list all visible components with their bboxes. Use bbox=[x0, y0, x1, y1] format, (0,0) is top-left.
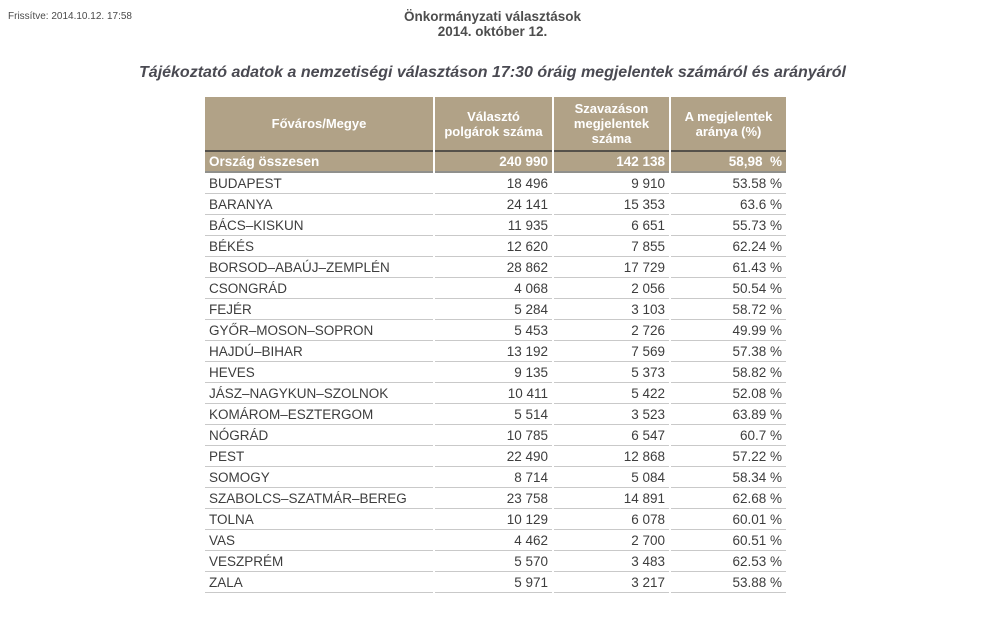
county-name-cell: NÓGRÁD bbox=[205, 425, 433, 446]
voters-count-cell: 12 620 bbox=[435, 236, 552, 257]
turnout-count-cell: 3 217 bbox=[554, 572, 669, 593]
table-row bbox=[205, 425, 786, 446]
turnout-count-cell: 5 422 bbox=[554, 383, 669, 404]
table-row bbox=[205, 257, 786, 278]
county-name-cell: FEJÉR bbox=[205, 299, 433, 320]
voters-count-cell: 4 462 bbox=[435, 530, 552, 551]
turnout-count-cell: 3 103 bbox=[554, 299, 669, 320]
county-name-cell: BÉKÉS bbox=[205, 236, 433, 257]
table-row bbox=[205, 362, 786, 383]
voters-count-cell: 23 758 bbox=[435, 488, 552, 509]
table-body bbox=[205, 150, 786, 593]
turnout-percent-cell: 61.43 % bbox=[671, 257, 786, 278]
county-name-cell: GYŐR–MOSON–SOPRON bbox=[205, 320, 433, 341]
election-date: 2014. október 12. bbox=[437, 24, 548, 39]
turnout-count-cell: 6 651 bbox=[554, 215, 669, 236]
total-name-cell: Ország összesen bbox=[205, 150, 433, 173]
county-name-cell: CSONGRÁD bbox=[205, 278, 433, 299]
county-name-cell: BORSOD–ABAÚJ–ZEMPLÉN bbox=[205, 257, 433, 278]
turnout-count-cell: 12 868 bbox=[554, 446, 669, 467]
turnout-count-cell: 7 569 bbox=[554, 341, 669, 362]
table-row bbox=[205, 215, 786, 236]
county-name-cell: TOLNA bbox=[205, 509, 433, 530]
turnout-percent-cell: 63.6 % bbox=[671, 194, 786, 215]
turnout-count-cell: 14 891 bbox=[554, 488, 669, 509]
column-header-turnout: Szavazáson megjelentek száma bbox=[554, 97, 669, 150]
table-row bbox=[205, 467, 786, 488]
turnout-count-cell: 3 483 bbox=[554, 551, 669, 572]
turnout-percent-cell: 52.08 % bbox=[671, 383, 786, 404]
table-row bbox=[205, 236, 786, 257]
county-name-cell: SZABOLCS–SZATMÁR–BEREG bbox=[205, 488, 433, 509]
county-name-cell: BÁCS–KISKUN bbox=[205, 215, 433, 236]
table-row bbox=[205, 278, 786, 299]
column-header-region: Főváros/Megye bbox=[205, 97, 433, 150]
county-name-cell: VESZPRÉM bbox=[205, 551, 433, 572]
table-row bbox=[205, 383, 786, 404]
turnout-percent-cell: 57.22 % bbox=[671, 446, 786, 467]
total-turnout-cell: 142 138 bbox=[554, 150, 669, 173]
county-name-cell: VAS bbox=[205, 530, 433, 551]
county-name-cell: ZALA bbox=[205, 572, 433, 593]
turnout-percent-cell: 57.38 % bbox=[671, 341, 786, 362]
turnout-percent-cell: 62.24 % bbox=[671, 236, 786, 257]
total-percent-cell: 58,98 % bbox=[671, 150, 786, 173]
turnout-percent-cell: 60.51 % bbox=[671, 530, 786, 551]
voters-count-cell: 5 570 bbox=[435, 551, 552, 572]
column-header-percent: A megjelentek aránya (%) bbox=[671, 97, 786, 150]
turnout-percent-cell: 49.99 % bbox=[671, 320, 786, 341]
county-name-cell: PEST bbox=[205, 446, 433, 467]
column-header-voters: Választó polgárok száma bbox=[435, 97, 552, 150]
table-row bbox=[205, 446, 786, 467]
turnout-count-cell: 5 084 bbox=[554, 467, 669, 488]
voters-count-cell: 5 453 bbox=[435, 320, 552, 341]
county-name-cell: HAJDÚ–BIHAR bbox=[205, 341, 433, 362]
voters-count-cell: 22 490 bbox=[435, 446, 552, 467]
turnout-table bbox=[203, 97, 788, 593]
county-name-cell: KOMÁROM–ESZTERGOM bbox=[205, 404, 433, 425]
voters-count-cell: 24 141 bbox=[435, 194, 552, 215]
table-row bbox=[205, 572, 786, 593]
voters-count-cell: 4 068 bbox=[435, 278, 552, 299]
turnout-percent-cell: 62.53 % bbox=[671, 551, 786, 572]
table-row bbox=[205, 509, 786, 530]
turnout-percent-cell: 58.34 % bbox=[671, 467, 786, 488]
turnout-percent-cell: 58.72 % bbox=[671, 299, 786, 320]
turnout-percent-cell: 50.54 % bbox=[671, 278, 786, 299]
voters-count-cell: 13 192 bbox=[435, 341, 552, 362]
turnout-percent-cell: 62.68 % bbox=[671, 488, 786, 509]
page-subtitle: Tájékoztató adatok a nemzetiségi választáson 17:30 óráig megjelentek számáról és arányáról bbox=[139, 64, 846, 81]
county-name-cell: JÁSZ–NAGYKUN–SZOLNOK bbox=[205, 383, 433, 404]
turnout-count-cell: 2 056 bbox=[554, 278, 669, 299]
table-row bbox=[205, 299, 786, 320]
voters-count-cell: 5 514 bbox=[435, 404, 552, 425]
voters-count-cell: 10 129 bbox=[435, 509, 552, 530]
total-voters-cell: 240 990 bbox=[435, 150, 552, 173]
turnout-count-cell: 9 910 bbox=[554, 173, 669, 194]
voters-count-cell: 28 862 bbox=[435, 257, 552, 278]
table-row bbox=[205, 530, 786, 551]
table-row bbox=[205, 320, 786, 341]
voters-count-cell: 11 935 bbox=[435, 215, 552, 236]
table-row bbox=[205, 173, 786, 194]
table-row bbox=[205, 404, 786, 425]
table-header-row bbox=[205, 97, 786, 150]
voters-count-cell: 18 496 bbox=[435, 173, 552, 194]
turnout-count-cell: 17 729 bbox=[554, 257, 669, 278]
total-row bbox=[205, 150, 786, 173]
turnout-count-cell: 6 547 bbox=[554, 425, 669, 446]
turnout-count-cell: 3 523 bbox=[554, 404, 669, 425]
voters-count-cell: 8 714 bbox=[435, 467, 552, 488]
turnout-count-cell: 6 078 bbox=[554, 509, 669, 530]
turnout-count-cell: 2 700 bbox=[554, 530, 669, 551]
turnout-percent-cell: 63.89 % bbox=[671, 404, 786, 425]
turnout-count-cell: 15 353 bbox=[554, 194, 669, 215]
turnout-count-cell: 5 373 bbox=[554, 362, 669, 383]
turnout-percent-cell: 58.82 % bbox=[671, 362, 786, 383]
county-name-cell: BARANYA bbox=[205, 194, 433, 215]
turnout-count-cell: 7 855 bbox=[554, 236, 669, 257]
updated-timestamp: Frissítve: 2014.10.12. 17:58 bbox=[8, 11, 132, 22]
voters-count-cell: 5 971 bbox=[435, 572, 552, 593]
voters-count-cell: 9 135 bbox=[435, 362, 552, 383]
voters-count-cell: 5 284 bbox=[435, 299, 552, 320]
table-row bbox=[205, 194, 786, 215]
election-title: Önkormányzati választások bbox=[403, 9, 582, 24]
county-name-cell: BUDAPEST bbox=[205, 173, 433, 194]
turnout-percent-cell: 53.88 % bbox=[671, 572, 786, 593]
voters-count-cell: 10 411 bbox=[435, 383, 552, 404]
table-row bbox=[205, 488, 786, 509]
turnout-percent-cell: 60.01 % bbox=[671, 509, 786, 530]
table-row bbox=[205, 341, 786, 362]
table-row bbox=[205, 551, 786, 572]
county-name-cell: SOMOGY bbox=[205, 467, 433, 488]
page-header bbox=[0, 9, 985, 39]
turnout-percent-cell: 60.7 % bbox=[671, 425, 786, 446]
turnout-count-cell: 2 726 bbox=[554, 320, 669, 341]
county-name-cell: HEVES bbox=[205, 362, 433, 383]
turnout-percent-cell: 53.58 % bbox=[671, 173, 786, 194]
turnout-percent-cell: 55.73 % bbox=[671, 215, 786, 236]
voters-count-cell: 10 785 bbox=[435, 425, 552, 446]
